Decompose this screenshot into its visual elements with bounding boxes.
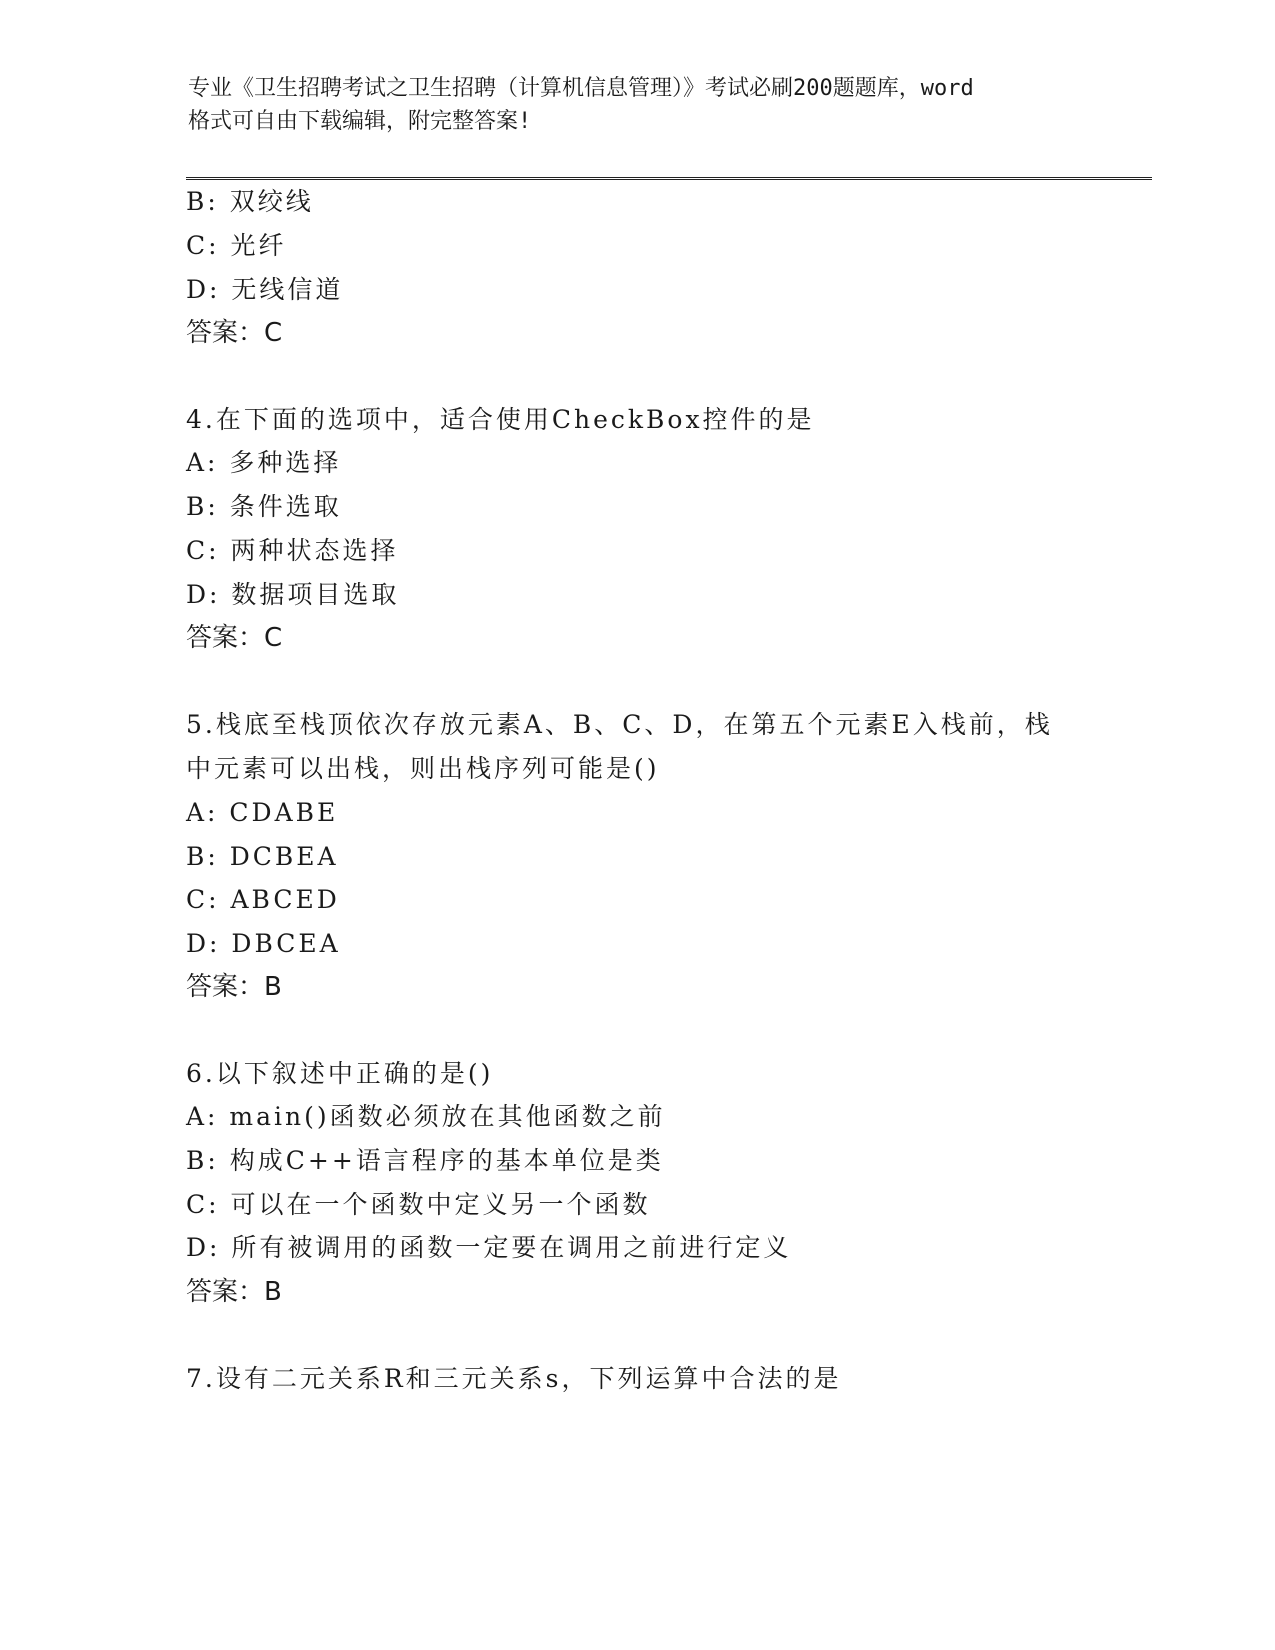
q3-option-b: B: 双绞线: [186, 187, 314, 216]
q3-answer: 答案：C: [186, 318, 283, 348]
q4-answer: 答案：C: [186, 623, 283, 653]
q4-option-d: D: 数据项目选取: [186, 580, 400, 609]
q6-option-b: B: 构成C++语言程序的基本单位是类: [186, 1146, 664, 1175]
q3-option-d: D: 无线信道: [186, 275, 344, 304]
q5-option-c: C: ABCED: [186, 885, 340, 914]
q5-question-line-1: 5.栈底至栈顶依次存放元素A、B、C、D，在第五个元素E入栈前，栈: [186, 710, 1053, 739]
q7-question: 7.设有二元关系R和三元关系s，下列运算中合法的是: [186, 1364, 842, 1393]
header-title-line-2: 格式可自由下载编辑，附完整答案!: [188, 109, 532, 134]
q6-option-a: A: main()函数必须放在其他函数之前: [186, 1102, 666, 1131]
header-title-line-1: 专业《卫生招聘考试之卫生招聘（计算机信息管理）》考试必刷200题题库，word: [188, 76, 974, 101]
q5-answer: 答案：B: [186, 972, 282, 1002]
q4-option-c: C: 两种状态选择: [186, 536, 399, 565]
q6-question: 6.以下叙述中正确的是(): [186, 1059, 494, 1088]
q4-question: 4.在下面的选项中，适合使用CheckBox控件的是: [186, 405, 815, 434]
q3-option-c: C: 光纤: [186, 231, 287, 260]
q5-option-b: B: DCBEA: [186, 842, 339, 871]
q5-option-d: D: DBCEA: [186, 929, 341, 958]
q5-question-line-2: 中元素可以出栈，则出栈序列可能是(): [186, 754, 660, 783]
q4-option-a: A: 多种选择: [186, 448, 342, 477]
document-header: [188, 72, 1088, 138]
q6-option-d: D: 所有被调用的函数一定要在调用之前进行定义: [186, 1233, 792, 1262]
header-divider: [186, 177, 1152, 180]
q4-option-b: B: 条件选取: [186, 492, 342, 521]
q6-answer: 答案：B: [186, 1277, 282, 1307]
q5-option-a: A: CDABE: [186, 798, 339, 827]
q6-option-c: C: 可以在一个函数中定义另一个函数: [186, 1190, 651, 1219]
